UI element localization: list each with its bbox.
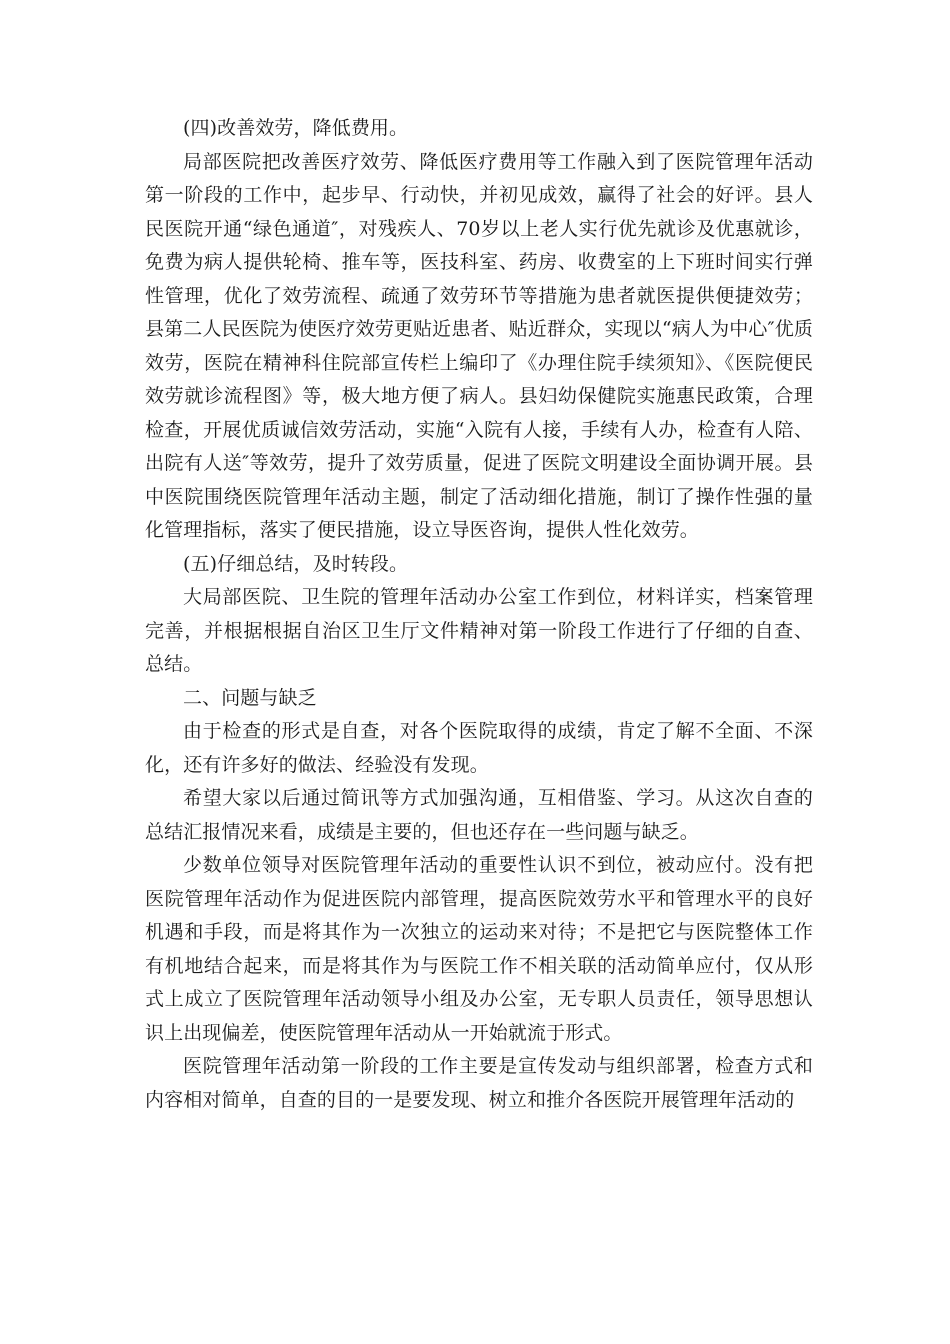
section-heading-problems: 二、问题与缺乏	[183, 686, 317, 709]
paragraph-communication: 希望大家以后通过简讯等方式加强沟通，互相借鉴、学习。从这次自查的总结汇报情况来看，成绩是主要的，但也还存在一些问题与缺乏。	[145, 787, 813, 843]
section-heading-4: (四)改善效劳，降低费用。	[183, 117, 409, 139]
paragraph-first-stage: 医院管理年活动第一阶段的工作主要是宣传发动与组织部署，检查方式和内容相对简单，自查的目的一是要发现、树立和推介各医院开展管理年活动的	[145, 1055, 813, 1111]
paragraph-service-improvement: 局部医院把改善医疗效劳、降低医疗费用等工作融入到了医院管理年活动第一阶段的工作中，起步早、行动快，并初见成效，赢得了社会的好评。县人民医院开通“绿色通道″，对残疾人、70岁以上老人实行优先就诊及优惠就诊，免费为病人提供轮椅、推车等，医技科室、药房、收费室的上下班时间实行弹性管理，优化了效劳流程、疏通了效劳环节等措施为患者就医提供便捷效劳；县第二人民医院为使医疗效劳更贴近患者、贴近群众，实现以“病人为中心″优质效劳，医院在精神科住院部宣传栏上编印了《办理住院手续须知》、《医院便民效劳就诊流程图》等，极大地方便了病人。县妇幼保健院实施惠民政策，合理检查，开展优质诚信效劳活动，实施“入院有人接，手续有人办，检查有人陪、出院有人送″等效劳，提升了效劳质量，促进了医院文明建设全面协调开展。县中医院围绕医院管理年活动主题，制定了活动细化措施，制订了操作性强的量化管理指标，落实了便民措施，设立导医咨询，提供人性化效劳。	[145, 150, 813, 541]
section-heading-5: (五)仔细总结，及时转段。	[183, 552, 409, 575]
paragraph-self-check: 由于检查的形式是自查，对各个医院取得的成绩，肯定了解不全面、不深化，还有许多好的做法、经验没有发现。	[145, 720, 813, 776]
paragraph-leadership-issues: 少数单位领导对医院管理年活动的重要性认识不到位，被动应付。没有把医院管理年活动作为促进医院内部管理，提高医院效劳水平和管理水平的良好机遇和手段，而是将其作为一次独立的运动来对待；不是把它与医院整体工作有机地结合起来，而是将其作为与医院工作不相关联的活动简单应付，仅从形式上成立了医院管理年活动领导小组及办公室，无专职人员责任，领导思想认识上出现偏差，使医院管理年活动从一开始就流于形式。	[145, 854, 813, 1044]
paragraph-summary: 大局部医院、卫生院的管理年活动办公室工作到位，材料详实，档案管理完善，并根据根据自治区卫生厅文件精神对第一阶段工作进行了仔细的自查、总结。	[145, 586, 813, 675]
document-page	[145, 112, 813, 1117]
